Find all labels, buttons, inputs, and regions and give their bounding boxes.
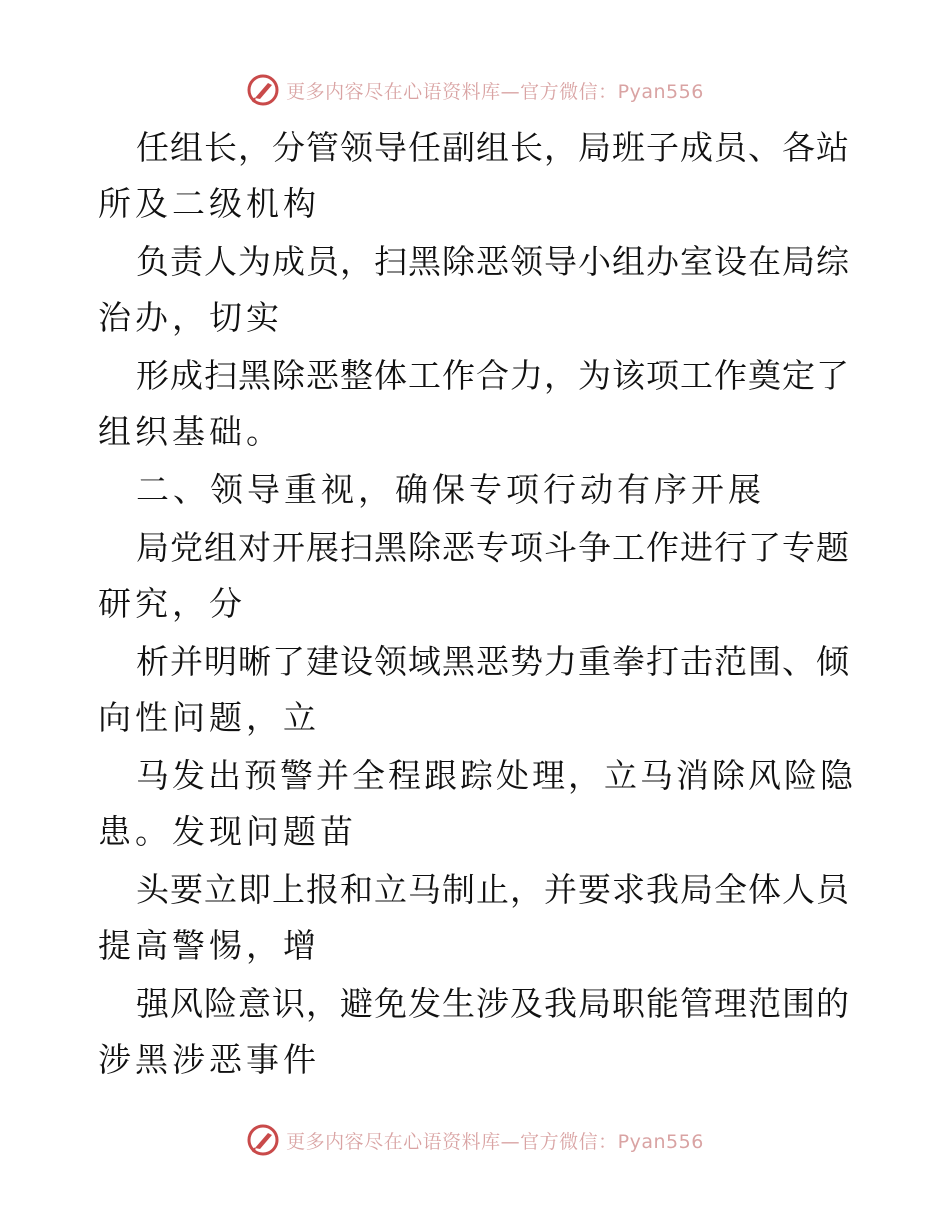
text-line: 二、领导重视，确保专项行动有序开展 xyxy=(136,470,765,509)
watermark-text: 更多内容尽在心语资料库—官方微信：Pyan556 xyxy=(286,80,704,103)
text-line: 向性问题，立 xyxy=(98,698,320,737)
text-line: 局党组对开展扫黑除恶专项斗争工作进行了专题 xyxy=(136,528,850,567)
text-line: 组织基础。 xyxy=(98,412,283,451)
text-line: 负责人为成员，扫黑除恶领导小组办室设在局综 xyxy=(136,242,850,281)
text-line: 研究，分 xyxy=(98,584,246,623)
footer-watermark xyxy=(0,1120,950,1160)
text-line: 涉黑涉恶事件 xyxy=(98,1040,320,1079)
text-line: 马发出预警并全程跟踪处理，立马消除风险隐 xyxy=(136,756,856,795)
watermark-text: 更多内容尽在心语资料库—官方微信：Pyan556 xyxy=(286,1130,704,1153)
text-line: 提高警惕，增 xyxy=(98,926,320,965)
quill-pen-logo-icon xyxy=(246,1123,280,1157)
text-line: 治办，切实 xyxy=(98,298,283,337)
text-line: 患。发现问题苗 xyxy=(98,812,357,851)
text-line: 析并明晰了建设领域黑恶势力重拳打击范围、倾 xyxy=(136,642,850,681)
text-line: 任组长，分管领导任副组长，局班子成员、各站 xyxy=(136,128,850,167)
text-line: 强风险意识，避免发生涉及我局职能管理范围的 xyxy=(136,984,850,1023)
header-watermark xyxy=(0,70,950,110)
text-line: 头要立即上报和立马制止，并要求我局全体人员 xyxy=(136,870,850,909)
text-line: 所及二级机构 xyxy=(98,184,320,223)
text-line: 形成扫黑除恶整体工作合力，为该项工作奠定了 xyxy=(136,356,850,395)
quill-pen-logo-icon xyxy=(246,73,280,107)
